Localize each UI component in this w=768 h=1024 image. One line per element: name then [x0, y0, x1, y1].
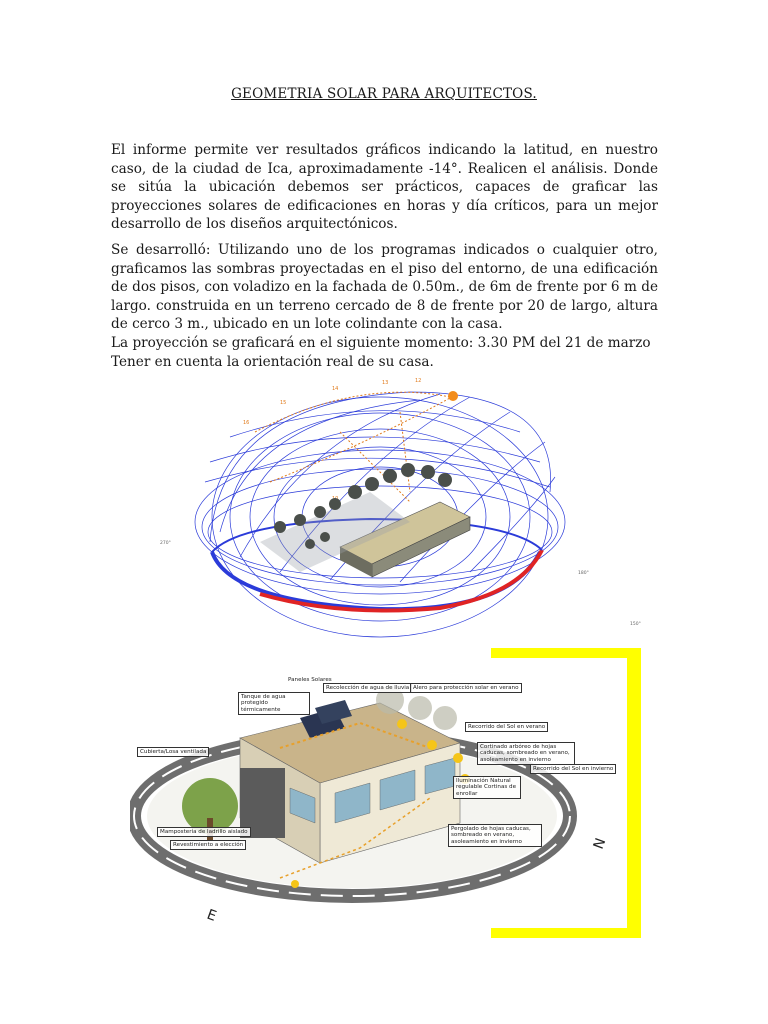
hour-label: 16	[243, 420, 250, 426]
paragraph-orientation-note: Tener en cuenta la orientación real de su casa.	[111, 353, 434, 370]
label-ventilated-roof: Cubierta/Losa ventilada	[137, 747, 209, 757]
building-model	[260, 463, 470, 577]
compass-east: E	[204, 906, 219, 925]
axis-label-corner: 150°	[630, 622, 641, 627]
sun-icon	[427, 740, 437, 750]
paragraph-intro: El informe permite ver resultados gráficos indicando la latitud, en nuestro caso, de la ciudad de Ica, aproximadamente -14°. Realicen el análisis. Donde se sitúa la ubicación debemos ser prácticos, capaces de graficar las proyecciones solares de edificaciones en horas y día críticos, para un mejor desarrollo de los diseños arquitectónicos.	[111, 142, 658, 233]
label-water-tank: Tanque de agua protegido térmicamente	[238, 692, 310, 715]
label-brick-masonry: Mampostería de ladrillo aislado	[157, 827, 251, 837]
axis-label-west: 270°	[160, 541, 171, 546]
paragraph-development-text: Se desarrolló: Utilizando uno de los programas indicados o cualquier otro, graficamos las sombras proyectadas en el piso del entorno, de una edificación de dos pisos, con voladizo en la fachada de 0.50m., de 6m de frente por 6 m de largo. construida en un terreno cercado de 8 de frente por 20 de largo, altura de cerco 3 m., ubicado en un lote colindante con la casa.	[111, 242, 658, 333]
label-deciduous-trees: Cortinado arbóreo de hojas caducas, sombreado en verano, asoleamiento en invierno	[477, 742, 575, 765]
label-cladding: Revestimiento a elección	[170, 840, 246, 850]
label-summer-sun-path: Recorrido del Sol en verano	[465, 722, 548, 732]
hour-label: 13	[382, 380, 389, 386]
label-natural-lighting: Iluminación Natural regulable Cortinas de enrollar	[453, 776, 521, 799]
label-solar-panels: Paneles Solares	[288, 677, 332, 683]
axis-label-south: 180°	[578, 571, 589, 576]
sun-icon	[397, 719, 407, 729]
paragraph-projection-moment: La proyección se graficará en el siguiente momento: 3.30 PM del 21 de marzo	[111, 334, 651, 351]
hour-labels	[243, 378, 421, 502]
label-winter-sun-path: Recorrido del Sol en invierno	[530, 764, 616, 774]
compass-north: N	[590, 836, 610, 852]
label-rainwater: Recolección de agua de lluvia	[323, 683, 412, 693]
sun-icon	[453, 753, 463, 763]
paragraph-development	[111, 241, 658, 371]
sun-path-dome-figure	[110, 372, 646, 640]
sun-icon	[291, 880, 299, 888]
label-eave-protection: Alero para protección solar en verano	[410, 683, 522, 693]
hour-label: 14	[332, 386, 339, 392]
document-title: GEOMETRIA SOLAR PARA ARQUITECTOS.	[231, 86, 537, 102]
label-pergola: Pergolado de hojas caducas, sombreado en verano, asoleamiento en invierno	[448, 824, 542, 847]
hour-label: 15	[280, 400, 287, 406]
hour-label: 12	[415, 378, 422, 384]
sun-icon	[448, 391, 458, 401]
